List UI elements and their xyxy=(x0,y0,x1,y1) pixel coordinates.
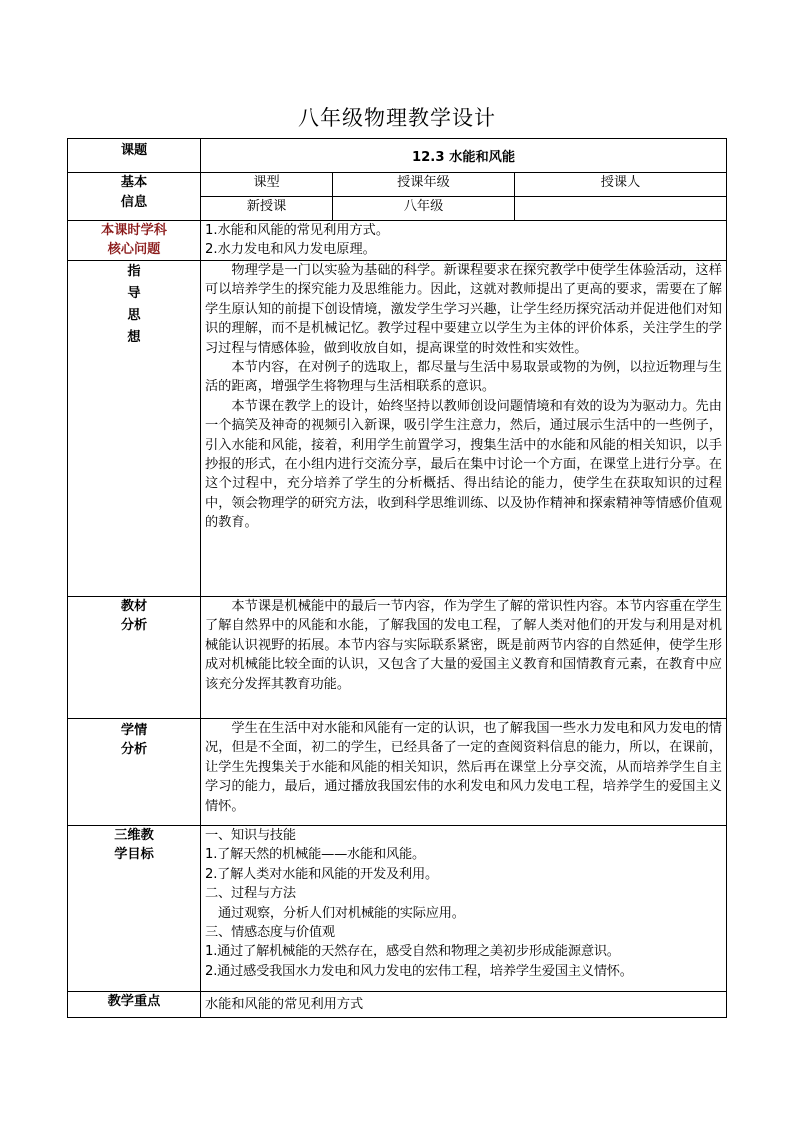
material-analysis-label-line2: 分析 xyxy=(120,618,148,634)
objective-line: 三、情感态度与价值观 xyxy=(205,925,335,941)
guiding-thought-paragraph: 本节内容，在对例子的选取上，都尽量与生活中易取景或物的为例，以拉近物理与生活的距离，增强学生将物理与生活相联系的意识。 xyxy=(205,360,722,395)
material-analysis-row xyxy=(68,597,727,719)
basic-info-label-text: 基本信息 xyxy=(120,175,148,210)
topic-label: 课题 xyxy=(68,139,201,173)
basic-info-header-row xyxy=(68,173,727,197)
key-point-label: 教学重点 xyxy=(68,992,201,1018)
objective-line: 通过观察，分析人们对机械能的实际应用。 xyxy=(205,905,465,921)
guiding-thought-row xyxy=(68,261,727,597)
basic-info-label xyxy=(68,173,201,221)
core-issue-content xyxy=(201,221,727,261)
core-issue-row xyxy=(68,221,727,261)
lesson-type-value: 新授课 xyxy=(201,197,333,221)
topic-row xyxy=(68,139,727,173)
objective-line: 2.通过感受我国水力发电和风力发电的宏伟工程，培养学生爱国主义情怀。 xyxy=(205,963,633,979)
student-analysis-row xyxy=(68,719,727,826)
guiding-thought-paragraph: 物理学是一门以实验为基础的科学。新课程要求在探究教学中使学生体验活动，这样可以培养学生的探究能力及思维能力。因此，这就对教师提出了更高的要求，需要在了解学生原认知的前提下创设情境，激发学生学习兴趣，让学生经历探究活动并促进他们对知识的理解，而不是机械记忆。教学过程中要建立以学生为主体的评价体系，关注学生的学习过程与情感体验，做到收放自如，提高课堂的时效性和实效性。 xyxy=(205,263,722,356)
core-issue-label xyxy=(68,221,201,261)
guiding-thought-paragraph: 本节课在教学上的设计，始终坚持以教师创设问题情境和有效的设为为驱动力。先由一个搞笑及神奇的视频引入新课，吸引学生注意力，然后，通过展示生活中的一些例子，引入水能和风能，接着，利用学生前置学习，搜集生活中的水能和风能的相关知识，以手抄报的形式，在小组内进行交流分享，最后在集中讨论一个方面，在课堂上进行分享。在这个过程中，充分培养了学生的分析概括、得出结论的能力，使学生在获取知识的过程中，领会物理学的研究方法，收到科学思维训练、以及协作精神和探索精神等情感价值观的教育。 xyxy=(205,398,722,531)
objectives-content xyxy=(201,826,727,992)
material-analysis-content xyxy=(201,597,727,719)
material-analysis-label xyxy=(68,597,201,719)
objectives-label-line1: 三维教 xyxy=(114,828,154,843)
guiding-thought-label-char: 指 xyxy=(127,264,141,279)
student-analysis-content xyxy=(201,719,727,826)
key-point-value: 水能和风能的常见利用方式 xyxy=(201,992,727,1018)
guiding-thought-content xyxy=(201,261,727,597)
teacher-header: 授课人 xyxy=(515,173,727,197)
lesson-type-header: 课型 xyxy=(201,173,333,197)
objectives-label xyxy=(68,826,201,992)
objectives-row xyxy=(68,826,727,992)
student-analysis-label xyxy=(68,719,201,826)
guiding-thought-label xyxy=(68,261,201,597)
key-point-row xyxy=(68,992,727,1018)
lesson-plan-table xyxy=(67,138,727,1018)
core-issue-label-line2: 核心问题 xyxy=(107,242,161,258)
objective-line: 一、知识与技能 xyxy=(205,828,296,843)
topic-value: 12.3 水能和风能 xyxy=(201,139,727,173)
core-issue-label-line1: 本课时学科 xyxy=(101,223,167,238)
guiding-thought-label-char: 思 xyxy=(127,308,141,323)
student-analysis-label-line2: 分析 xyxy=(120,742,148,758)
objective-line: 2.了解人类对水能和风能的开发及利用。 xyxy=(205,866,438,882)
core-issue-item: 1.水能和风能的常见利用方式。 xyxy=(205,223,390,238)
grade-value: 八年级 xyxy=(333,197,515,221)
guiding-thought-label-char: 导 xyxy=(127,286,141,301)
objectives-label-line2: 学目标 xyxy=(114,847,154,863)
student-analysis-paragraph: 学生在生活中对水能和风能有一定的认识，也了解我国一些水力发电和风力发电的情况，但是不全面，初二的学生，已经具备了一定的查阅资料信息的能力，所以，在课前，让学生先搜集关于水能和风能的相关知识，然后再在课堂上分享交流，从而培养学生自主学习的能力，最后，通过播放我国宏伟的水利发电和风力发电工程，培养学生的爱国主义情怀。 xyxy=(205,721,722,814)
guiding-thought-label-char: 想 xyxy=(127,330,141,345)
teacher-value xyxy=(515,197,727,221)
document-title: 八年级物理教学设计 xyxy=(298,106,496,130)
objective-line: 1.了解天然的机械能——水能和风能。 xyxy=(205,847,425,863)
objective-line: 二、过程与方法 xyxy=(205,886,296,902)
objective-line: 1.通过了解机械能的天然存在，感受自然和物理之美初步形成能源意识。 xyxy=(205,944,620,960)
core-issue-item: 2.水力发电和风力发电原理。 xyxy=(205,242,376,258)
grade-header: 授课年级 xyxy=(333,173,515,197)
material-analysis-paragraph: 本节课是机械能中的最后一节内容，作为学生了解的常识性内容。本节内容重在学生了解自然界中的风能和水能，了解我国的发电工程，了解人类对他们的开发与利用是对机械能认识视野的拓展。本节内容与实际联系紧密，既是前两节内容的自然延伸，使学生形成对机械能比较全面的认识，又包含了大量的爱国主义教育和国情教育元素，在教育中应该充分发挥其教育功能。 xyxy=(205,599,722,692)
student-analysis-label-line1: 学情 xyxy=(120,723,148,738)
material-analysis-label-line1: 教材 xyxy=(120,599,148,614)
